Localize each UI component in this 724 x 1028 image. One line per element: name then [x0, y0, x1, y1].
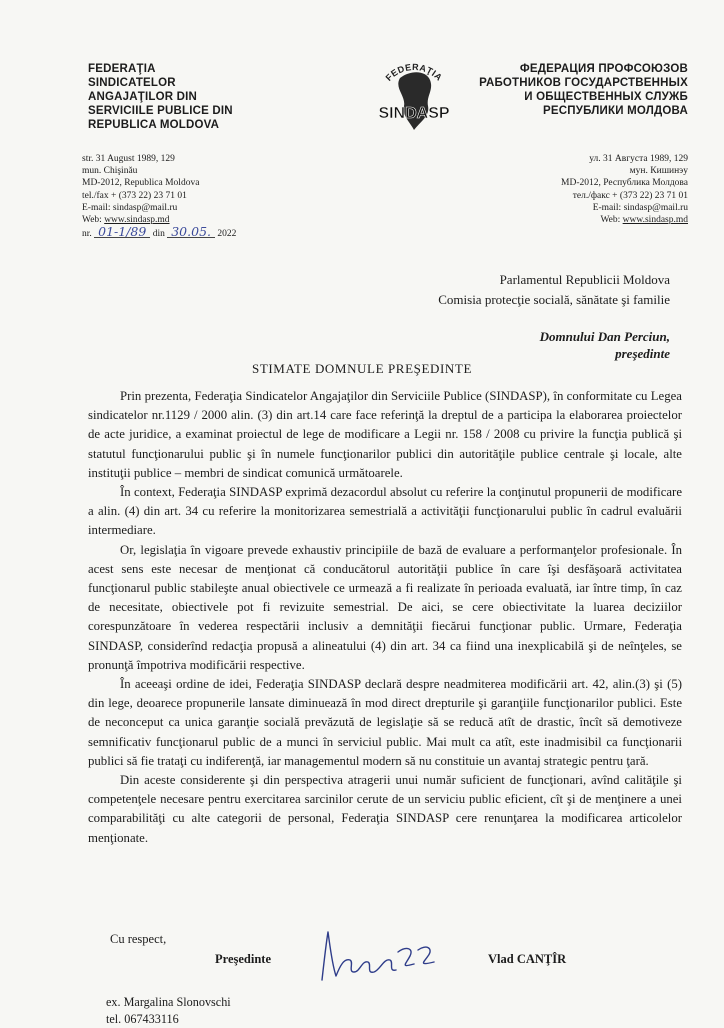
org-name-line: ФЕДЕРАЦИЯ ПРОФСОЮЗОВ	[519, 63, 688, 75]
nr-label: nr.	[82, 229, 92, 240]
signatory-name: Vlad CANŢÎR	[488, 952, 567, 966]
body-paragraph: Or, legislaţia în vigoare prevede exhaustiv principiile de bază de evaluare a performanţelor profesionale. În acest sens este necesar de menţionat că conducătorul autorităţii publice în care îşi desfăşoară activitatea funcţionarul public stabileşte anual obiectivele ce urmează a fi realizate în perioada evaluată, iar între timp, în caz de necesitate, obiectivele pot fi revizuite semestrial. De aici, se cere obiectivitate la luarea deciziilor corespunzătoare în vederea respectării inclusiv a demnităţii fiecărui funcţionar public. Urmare, Federaţia SINDASP, considerînd redacţia propusă a alineatului (4) din art. 34 ca fiind una inexplicabilă şi de neînţeles, se pronunţă împotriva modificării respective.	[88, 542, 682, 672]
registration-number: 01-1/89	[94, 226, 150, 238]
signatory-title: Preşedinte	[215, 952, 272, 966]
address-russian	[448, 153, 688, 226]
address-romanian	[82, 153, 322, 240]
logo-arc-text: FEDERAŢIA	[383, 61, 445, 83]
org-name-russian	[438, 62, 688, 118]
closing-text: Cu respect,	[110, 932, 167, 946]
org-name-line: ANGAJAŢILOR DIN	[88, 91, 198, 103]
org-name-line: РАБОТНИКОВ ГОСУДАРСТВЕННЫХ	[479, 77, 688, 89]
org-name-line: И ОБЩЕСТВЕННЫХ СЛУЖБ	[524, 91, 688, 103]
address-line: мун. Кишинэу	[629, 166, 688, 177]
recipient-institution: Parlamentul Republicii Moldova	[499, 272, 670, 287]
addressee-name: Domnului Dan Perciun,	[539, 329, 670, 344]
executor-name: ex. Margalina Slonovschi	[106, 995, 231, 1009]
org-name-line: REPUBLICA MOLDOVA	[88, 119, 220, 131]
email-line: E-mail: sindasp@mail.ru	[592, 202, 688, 213]
din-label: din	[152, 229, 165, 240]
executor-block	[106, 994, 231, 1028]
letter-body	[88, 387, 682, 848]
recipient-block	[340, 270, 670, 310]
web-label: Web:	[82, 215, 105, 226]
registration-year: 2022	[217, 229, 237, 240]
logo-text: SINDASP	[378, 105, 450, 122]
handwritten-signature	[314, 922, 439, 986]
addressee-title: preşedinte	[615, 346, 670, 361]
body-paragraph: În context, Federaţia SINDASP exprimă dezacordul absolut cu referire la conţinutul propunerii de modificare a alin. (4) din art. 34 cu referire la monitorizarea semestrială a activităţii funcţionarului public în cadrul evaluării intermediare.	[88, 485, 682, 538]
org-name-line: SERVICIILE PUBLICE DIN	[88, 105, 233, 117]
address-line: ул. 31 Августа 1989, 129	[589, 154, 688, 164]
recipient-commission: Comisia protecţie socială, sănătate şi familie	[438, 292, 670, 307]
address-line: str. 31 August 1989, 129	[82, 154, 175, 164]
registration-date: 30.05.	[167, 226, 215, 238]
email-line: E-mail: sindasp@mail.ru	[82, 202, 178, 213]
executor-phone: tel. 067433116	[106, 1012, 179, 1026]
body-paragraph: Din aceste considerente şi din perspectiva atragerii unui număr suficient de funcţionari, avînd calităţile şi competenţele necesare pentru exercitarea sarcinilor cerute de un serviciu public eficient, cît şi de menţinere a unei comparabilităţi cu alte categorii de personal, Federaţia SINDASP cere renunţarea la modificarea articolelor menţionate.	[88, 773, 682, 845]
web-link[interactable]: www.sindasp.md	[104, 215, 170, 226]
org-name-line: РЕСПУБЛИКИ МОЛДОВА	[543, 105, 688, 117]
web-link[interactable]: www.sindasp.md	[622, 215, 688, 226]
web-label: Web:	[600, 215, 623, 226]
web-line	[448, 214, 688, 226]
org-name-romanian	[88, 62, 318, 132]
address-line: mun. Chişinău	[82, 166, 138, 177]
registration-line	[82, 226, 322, 240]
phone-line: тел./факс + (373 22) 23 71 01	[572, 190, 688, 201]
address-line: MD-2012, Republica Moldova	[82, 178, 200, 189]
org-name-line: FEDERAŢIA	[88, 63, 156, 75]
body-paragraph: În aceeaşi ordine de idei, Federaţia SINDASP declară despre neadmiterea modificării art. 42, alin.(3) şi (5) din lege, deoarece propunerile lansate diminuează în mod direct drepturile şi garanţiile funcţionarilor publici. Este de neconceput ca unica garanţie socială prevăzută de legislaţie să se reducă atît de drastic, încît să demotiveze semnificativ funcţionarul public de a munci în serviciul public. Mai mult ca atît, este inadmisibil ca funcţionarii publici să fie trataţi cu indiferenţă, iar managementul modern să nu constituie un avantaj strategic pentru ţară.	[88, 677, 682, 768]
addressee-block	[410, 328, 670, 362]
address-line: MD-2012, Республика Молдова	[561, 178, 688, 189]
phone-line: tel./fax + (373 22) 23 71 01	[82, 190, 187, 201]
body-paragraph: Prin prezenta, Federaţia Sindicatelor Angajaţilor din Serviciile Publice (SINDASP), în conformitate cu Legea sindicatelor nr.1129 / 2000 alin. (3) din art.14 care face referinţă la dreptul de a participa la elaborarea proiectelor de acte juridice, a examinat proiectul de lege de modificare a Legii nr. 158 / 2008 cu privire la funcţia publică şi statutul funcţionarului public şi în numele funcţionarilor publici din autorităţile publice centrale şi locale, alte instituţii publice – membri de sindicat comunică următoarele.	[88, 389, 682, 480]
org-name-line: SINDICATELOR	[88, 77, 176, 89]
salutation: STIMATE DOMNULE PREŞEDINTE	[252, 361, 472, 376]
